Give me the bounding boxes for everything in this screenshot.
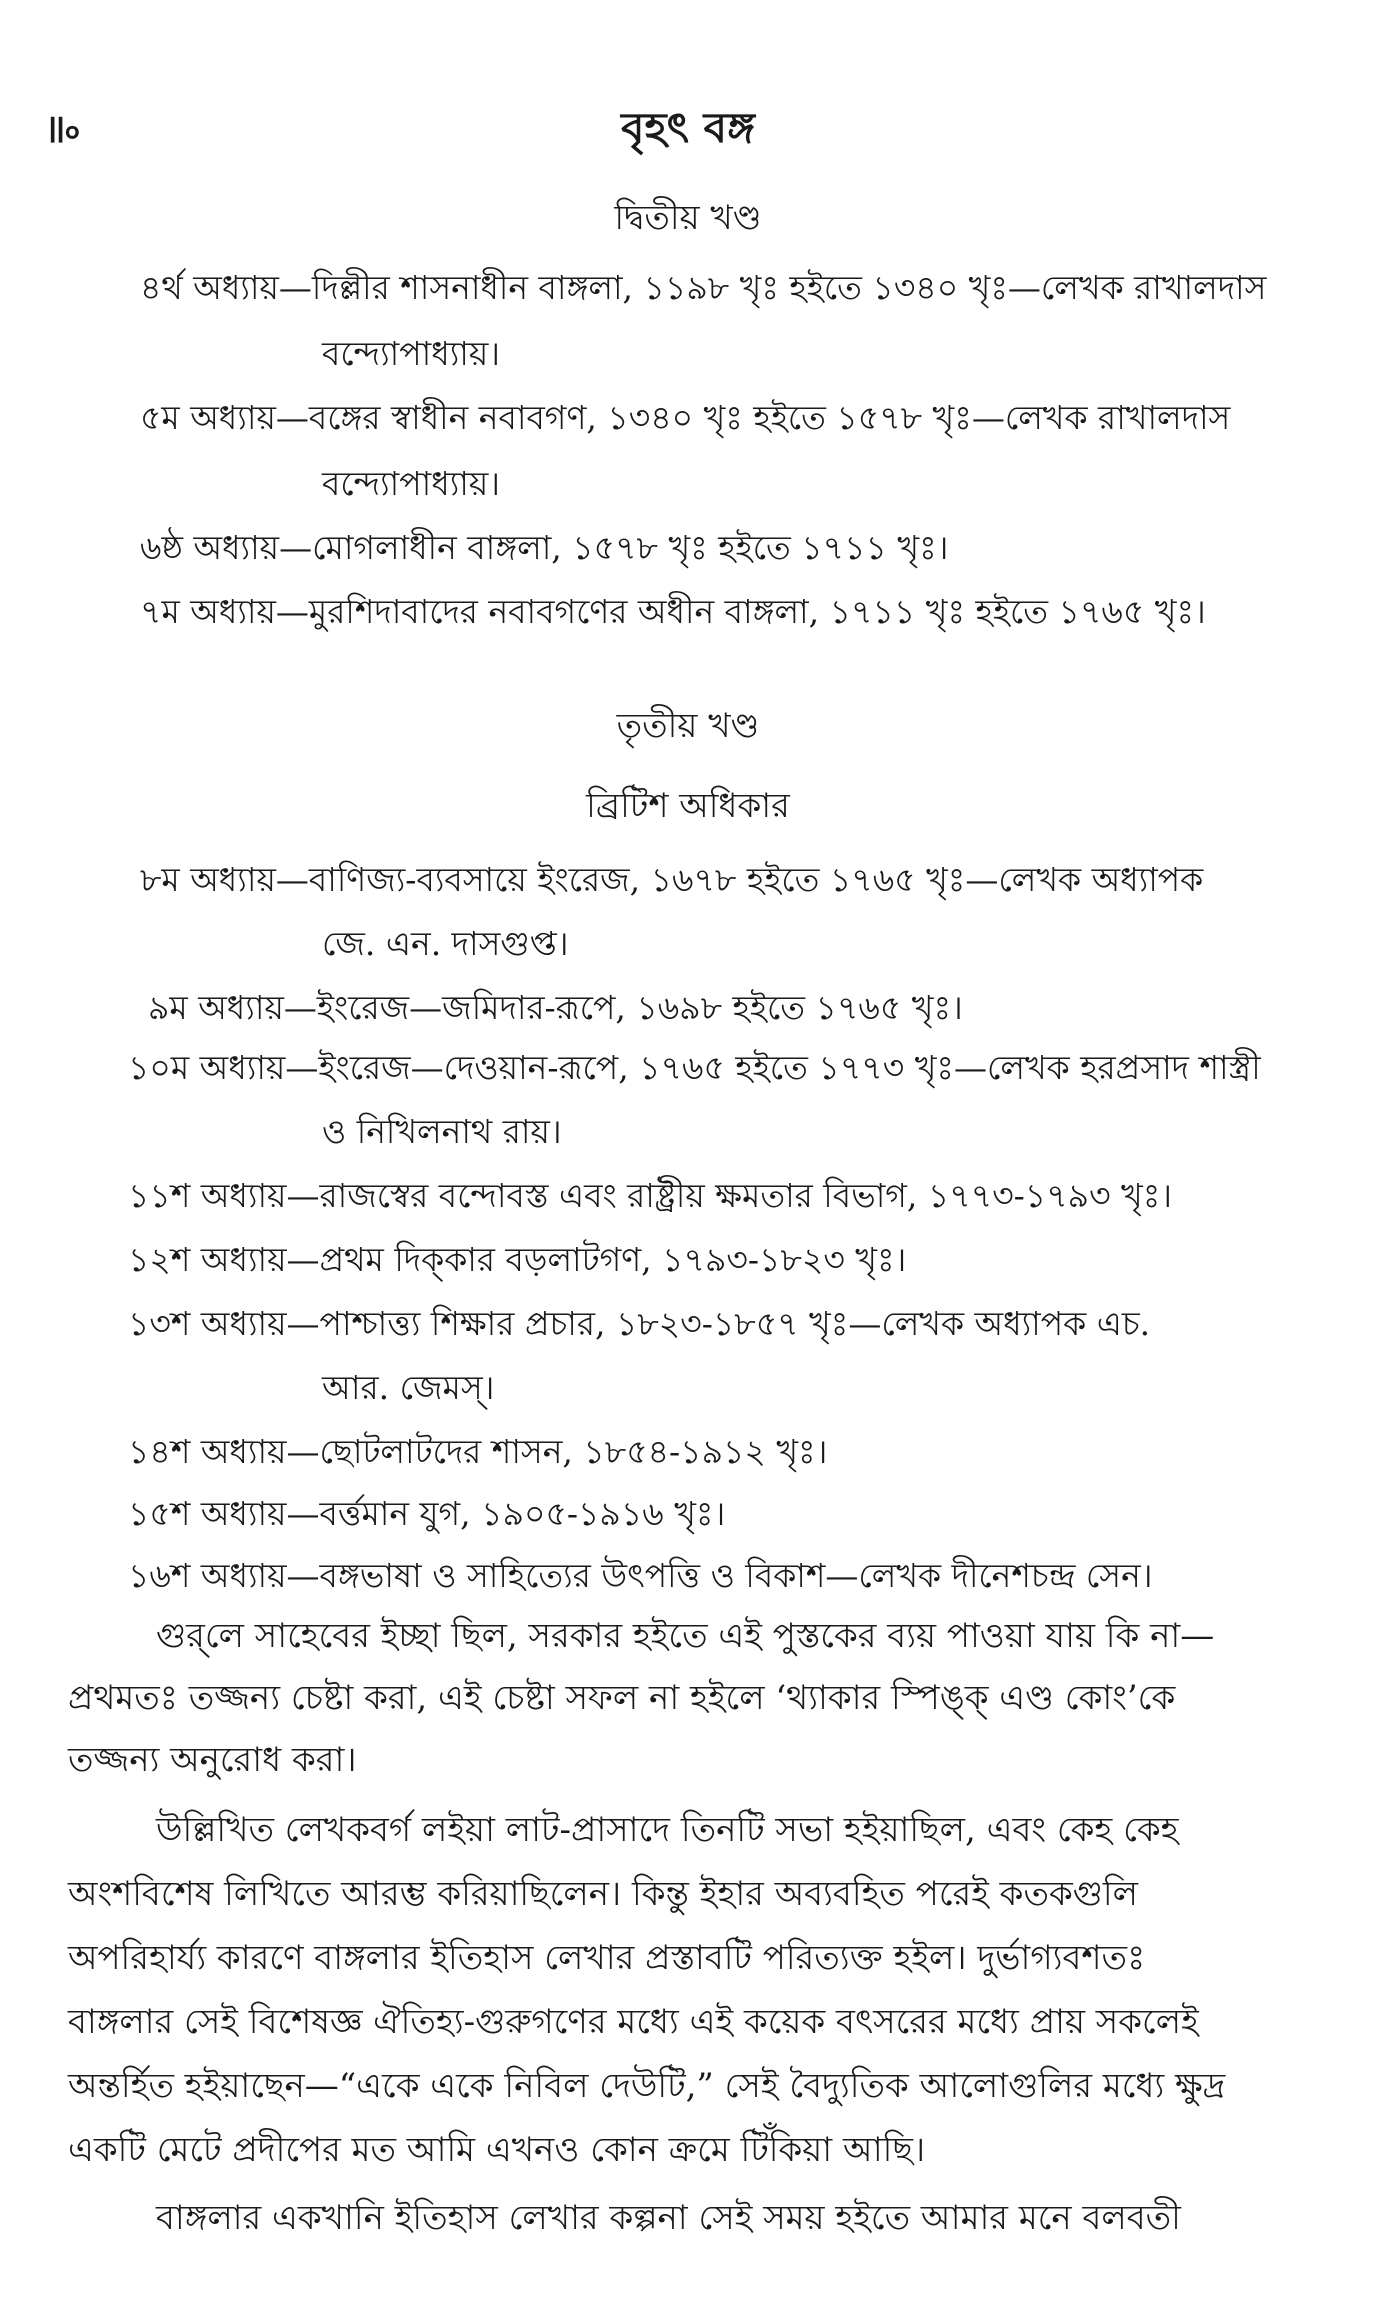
toc-entry-ch4-cont: বন্দ্যোপাধ্যায়। (322, 334, 501, 373)
toc-entry-ch8: ৮ম অধ্যায়—বাণিজ্য-ব্যবসায়ে ইংরেজ, ১৬৭৮ হইতে ১৭৬৫ খৃঃ—লেখক অধ্যাপক (140, 860, 1204, 899)
paragraph-line: অংশবিশেষ লিখিতে আরম্ভ করিয়াছিলেন। কিন্তু ইহার অব্যবহিত পরেই কতকগুলি (68, 1874, 1138, 1914)
part-two-heading: দ্বিতীয় খণ্ড (614, 198, 762, 238)
paragraph-line: গুর্‌লে সাহেবের ইচ্ছা ছিল, সরকার হইতে এই পুস্তকের ব্যয় পাওয়া যায় কি না— (156, 1616, 1215, 1656)
toc-entry-ch14: ১৪শ অধ্যায়—ছোটলাটদের শাসন, ১৮৫৪-১৯১২ খৃঃ। (128, 1432, 828, 1471)
paragraph-line: উল্লিখিত লেখকবর্গ লইয়া লাট-প্রাসাদে তিনটি সভা হইয়াছিল, এবং কেহ কেহ (156, 1810, 1179, 1850)
toc-entry-ch13: ১৩শ অধ্যায়—পাশ্চাত্ত্য শিক্ষার প্রচার, ১৮২৩-১৮৫৭ খৃঃ—লেখক অধ্যাপক এচ. (128, 1304, 1151, 1343)
paragraph-line: প্রথমতঃ তজ্জন্য চেষ্টা করা, এই চেষ্টা সফল না হইলে ‘থ্যাকার স্পিঙ্ক্‌ এণ্ড কোং’কে (68, 1678, 1176, 1718)
paragraph-line: অপরিহার্য্য কারণে বাঙ্গলার ইতিহাস লেখার প্রস্তাবটি পরিত্যক্ত হইল। দুর্ভাগ্যবশতঃ (68, 1938, 1146, 1978)
toc-entry-ch5-cont: বন্দ্যোপাধ্যায়। (322, 464, 501, 503)
toc-entry-ch6: ৬ষ্ঠ অধ্যায়—মোগলাধীন বাঙ্গলা, ১৫৭৮ খৃঃ হইতে ১৭১১ খৃঃ। (140, 528, 949, 567)
part-three-subheading: ব্রিটিশ অধিকার (586, 786, 790, 826)
toc-entry-ch7: ৭ম অধ্যায়—মুরশিদাবাদের নবাবগণের অধীন বাঙ্গলা, ১৭১১ খৃঃ হইতে ১৭৬৫ খৃঃ। (140, 592, 1206, 631)
paragraph-line: বাঙ্গলার একখানি ইতিহাস লেখার কল্পনা সেই সময় হইতে আমার মনে বলবতী (156, 2198, 1181, 2238)
toc-entry-ch10: ১০ম অধ্যায়—ইংরেজ—দেওয়ান-রূপে, ১৭৬৫ হইতে ১৭৭৩ খৃঃ—লেখক হরপ্রসাদ শাস্ত্রী (128, 1048, 1261, 1087)
toc-entry-ch13-cont: আর. জেমস্‌। (322, 1368, 495, 1407)
toc-entry-ch8-cont: জে. এন. দাসগুপ্ত। (322, 924, 569, 963)
toc-entry-ch12: ১২শ অধ্যায়—প্রথম দিক্‌কার বড়লাটগণ, ১৭৯৩-১৮২৩ খৃঃ। (128, 1240, 907, 1279)
paragraph-line: অন্তর্হিত হইয়াছেন—“একে একে নিবিল দেউটি,” সেই বৈদ্যুতিক আলোগুলির মধ্যে ক্ষুদ্র (68, 2066, 1226, 2106)
toc-entry-ch16: ১৬শ অধ্যায়—বঙ্গভাষা ও সাহিত্যের উৎপত্তি ও বিকাশ—লেখক দীনেশচন্দ্র সেন। (128, 1556, 1153, 1595)
page-number: ॥৹ (44, 106, 81, 151)
toc-entry-ch11: ১১শ অধ্যায়—রাজস্বের বন্দোবস্ত এবং রাষ্ট্রীয় ক্ষমতার বিভাগ, ১৭৭৩-১৭৯৩ খৃঃ। (128, 1176, 1173, 1215)
part-three-heading: তৃতীয় খণ্ড (616, 706, 760, 746)
toc-entry-ch15: ১৫শ অধ্যায়—বর্ত্তমান যুগ, ১৯০৫-১৯১৬ খৃঃ। (128, 1494, 726, 1533)
toc-entry-ch5: ৫ম অধ্যায়—বঙ্গের স্বাধীন নবাবগণ, ১৩৪০ খৃঃ হইতে ১৫৭৮ খৃঃ—লেখক রাখালদাস (140, 398, 1231, 437)
toc-entry-ch10-cont: ও নিখিলনাথ রায়। (322, 1112, 562, 1151)
toc-entry-ch9: ৯ম অধ্যায়—ইংরেজ—জমিদার-রূপে, ১৬৯৮ হইতে ১৭৬৫ খৃঃ। (148, 988, 963, 1027)
paragraph-line: বাঙ্গলার সেই বিশেষজ্ঞ ঐতিহ্য-গুরুগণের মধ্যে এই কয়েক বৎসরের মধ্যে প্রায় সকলেই (68, 2002, 1199, 2042)
paragraph-line: তজ্জন্য অনুরোধ করা। (68, 1740, 357, 1780)
paragraph-line: একটি মেটে প্রদীপের মত আমি এখনও কোন ক্রমে টিঁকিয়া আছি। (68, 2130, 926, 2170)
toc-entry-ch4: ৪র্থ অধ্যায়—দিল্লীর শাসনাধীন বাঙ্গলা, ১১৯৮ খৃঃ হইতে ১৩৪০ খৃঃ—লেখক রাখালদাস (140, 268, 1267, 307)
running-title: বৃহৎ বঙ্গ (621, 103, 755, 152)
